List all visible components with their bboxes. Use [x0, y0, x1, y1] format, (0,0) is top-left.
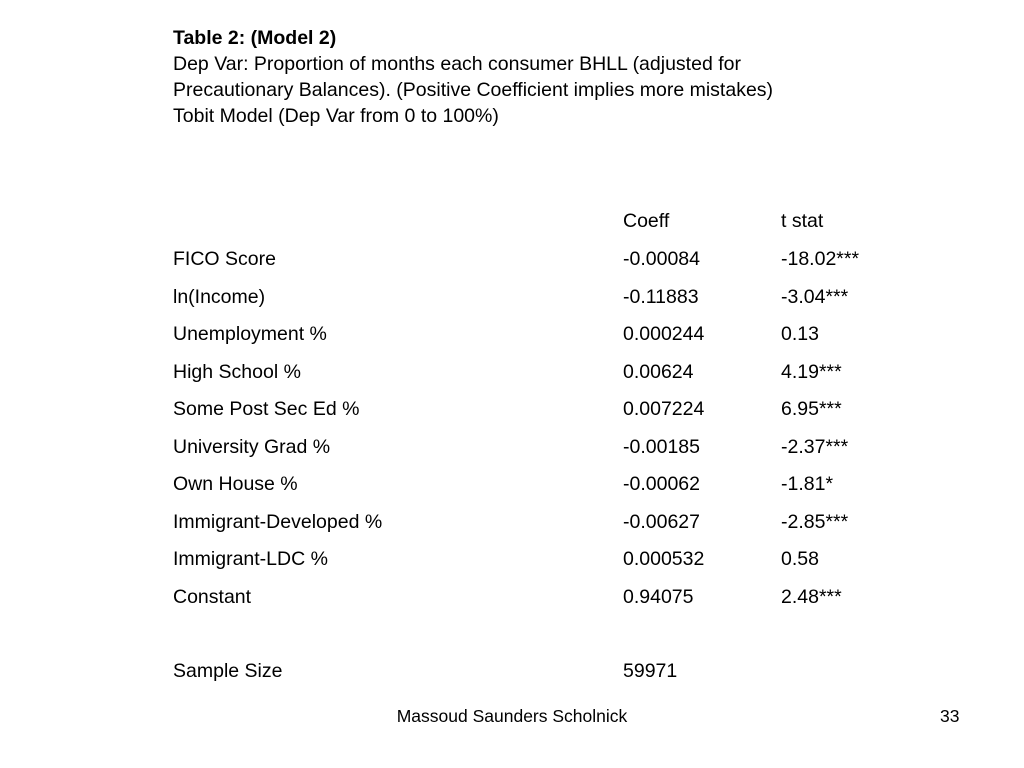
- row-coeff: 0.000244: [623, 323, 705, 345]
- footer-author: Massoud Saunders Scholnick: [396, 706, 628, 726]
- column-header-tstat: t stat: [781, 210, 824, 232]
- row-coeff: 0.00624: [623, 360, 694, 383]
- row-tstat: -1.81*: [781, 473, 834, 495]
- table-header-row: [173, 208, 953, 234]
- row-coeff: -0.00627: [623, 510, 700, 533]
- row-coeff: -0.00084: [623, 248, 700, 270]
- row-coeff: -0.00062: [623, 473, 700, 495]
- table-row: [173, 584, 953, 610]
- table-row: [173, 359, 953, 385]
- table-row: [173, 546, 953, 572]
- row-label: FICO Score: [173, 248, 276, 270]
- row-label: ln(Income): [173, 285, 266, 308]
- row-label: Immigrant-Developed %: [173, 510, 383, 533]
- table-row: [173, 434, 953, 460]
- row-tstat: -18.02***: [781, 248, 860, 270]
- table-row: [173, 509, 953, 535]
- table-row: [173, 284, 953, 310]
- row-coeff: 0.94075: [623, 585, 694, 608]
- row-tstat: 0.58: [781, 548, 819, 570]
- row-tstat: -3.04***: [781, 285, 849, 308]
- row-label: University Grad %: [173, 435, 331, 458]
- row-tstat: 2.48***: [781, 585, 842, 608]
- column-header-coeff: Coeff: [623, 210, 670, 232]
- row-label: Some Post Sec Ed %: [173, 398, 360, 420]
- row-label: Constant: [173, 585, 252, 608]
- row-tstat: 0.13: [781, 323, 819, 345]
- row-coeff: 0.007224: [623, 398, 705, 420]
- header-line-1: Dep Var: Proportion of months each consumer BHLL (adjusted for: [173, 53, 741, 75]
- row-label: High School %: [173, 360, 301, 383]
- row-tstat: -2.37***: [781, 435, 849, 458]
- table-row: [173, 471, 953, 497]
- row-tstat: -2.85***: [781, 510, 849, 533]
- row-coeff: 0.000532: [623, 548, 705, 570]
- row-tstat: 4.19***: [781, 360, 842, 383]
- row-label: Own House %: [173, 473, 298, 495]
- table-row: [173, 246, 953, 272]
- row-tstat: 6.95***: [781, 398, 842, 420]
- row-label: Unemployment %: [173, 323, 327, 345]
- table-title: Table 2: (Model 2): [173, 27, 337, 49]
- row-label: Immigrant-LDC %: [173, 548, 328, 570]
- sample-size-label: Sample Size: [173, 660, 283, 682]
- page-number: 33: [940, 706, 960, 726]
- table-row: [173, 396, 953, 422]
- row-coeff: -0.00185: [623, 435, 700, 458]
- header-line-3: Tobit Model (Dep Var from 0 to 100%): [173, 105, 499, 127]
- slide-header: [173, 25, 953, 129]
- header-line-2: Precautionary Balances). (Positive Coefficient implies more mistakes): [173, 79, 774, 101]
- table-row: [173, 321, 953, 347]
- row-coeff: -0.11883: [623, 285, 699, 308]
- sample-size-value: 59971: [623, 660, 678, 682]
- sample-size-row: [173, 658, 953, 684]
